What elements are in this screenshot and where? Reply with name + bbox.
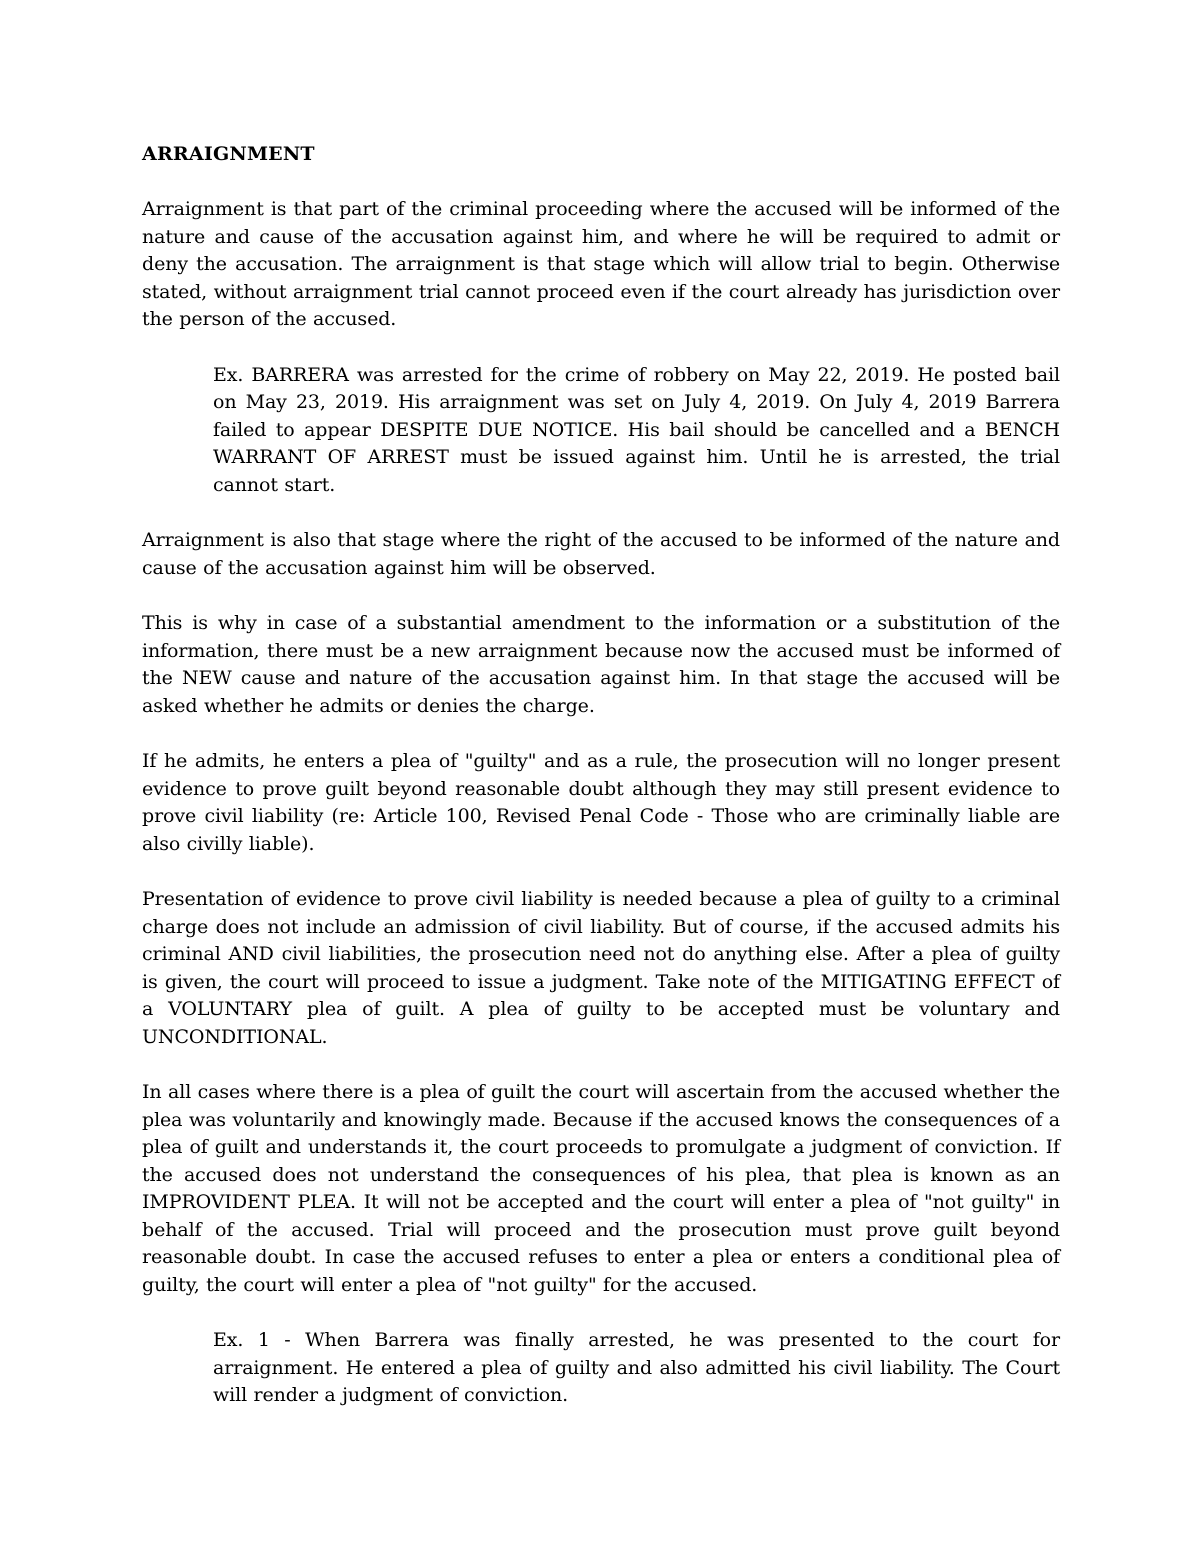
paragraph-right-to-be-informed: Arraignment is also that stage where the right of the accused to be informed of the nature and cause of the accusation against him will be observed. <box>142 529 1060 579</box>
paragraph-definition: Arraignment is that part of the criminal proceeding where the accused will be informed of the nature and cause of the accusation against him, and where he will be required to admit or deny the accusation. The arraignment is that stage which will allow trial to begin. Otherwise stated, without arraignment trial cannot proceed even if the court already has jurisdiction over the person of the accused. <box>142 198 1060 330</box>
paragraph-plea-guilty: If he admits, he enters a plea of "guilty" and as a rule, the prosecution will no longer present evidence to prove guilt beyond reasonable doubt although they may still present evidence to prove civil liability (re: Article 100, Revised Penal Code - Those who are criminally liable are also civilly liable). <box>142 750 1060 855</box>
example-barrera-arrest: Ex. BARRERA was arrested for the crime of robbery on May 22, 2019. He posted bail on May 23, 2019. His arraignment was set on July 4, 2019. On July 4, 2019 Barrera failed to appear DESPITE DUE NOTICE. His bail should be cancelled and a BENCH WARRANT OF ARREST must be issued against him. Until he is arrested, the trial cannot start. <box>213 363 1060 496</box>
paragraph-improvident-plea: In all cases where there is a plea of guilt the court will ascertain from the accused whether the plea was voluntarily and knowingly made. Because if the accused knows the consequences of a plea of guilt and understands it, the court proceeds to promulgate a judgment of conviction. If the accused does not understand the consequences of his plea, that plea is known as an IMPROVIDENT PLEA. It will not be accepted and the court will enter a plea of "not guilty" in behalf of the accused. Trial will proceed and the prosecution must prove guilt beyond reasonable doubt. In case the accused refuses to enter a plea or enters a conditional plea of guilty, the court will enter a plea of "not guilty" for the accused. <box>142 1081 1060 1296</box>
paragraph-civil-liability: Presentation of evidence to prove civil liability is needed because a plea of guilty to a criminal charge does not include an admission of civil liability. But of course, if the accused admits his criminal AND civil liabilities, the prosecution need not do anything else. After a plea of guilty is given, the court will proceed to issue a judgment. Take note of the MITIGATING EFFECT of a VOLUNTARY plea of guilt. A plea of guilty to be accepted must be voluntary and UNCONDITIONAL. <box>142 888 1060 1048</box>
document-body <box>142 140 1060 1438</box>
paragraph-amendment: This is why in case of a substantial amendment to the information or a substitution of the information, there must be a new arraignment because now the accused must be informed of the NEW cause and nature of the accusation against him. In that stage the accused will be asked whether he admits or denies the charge. <box>142 612 1060 717</box>
example-barrera-conviction: Ex. 1 - When Barrera was finally arrested, he was presented to the court for arraignment. He entered a plea of guilty and also admitted his civil liability. The Court will render a judgment of conviction. <box>213 1329 1060 1406</box>
document-title: ARRAIGNMENT <box>142 143 315 165</box>
